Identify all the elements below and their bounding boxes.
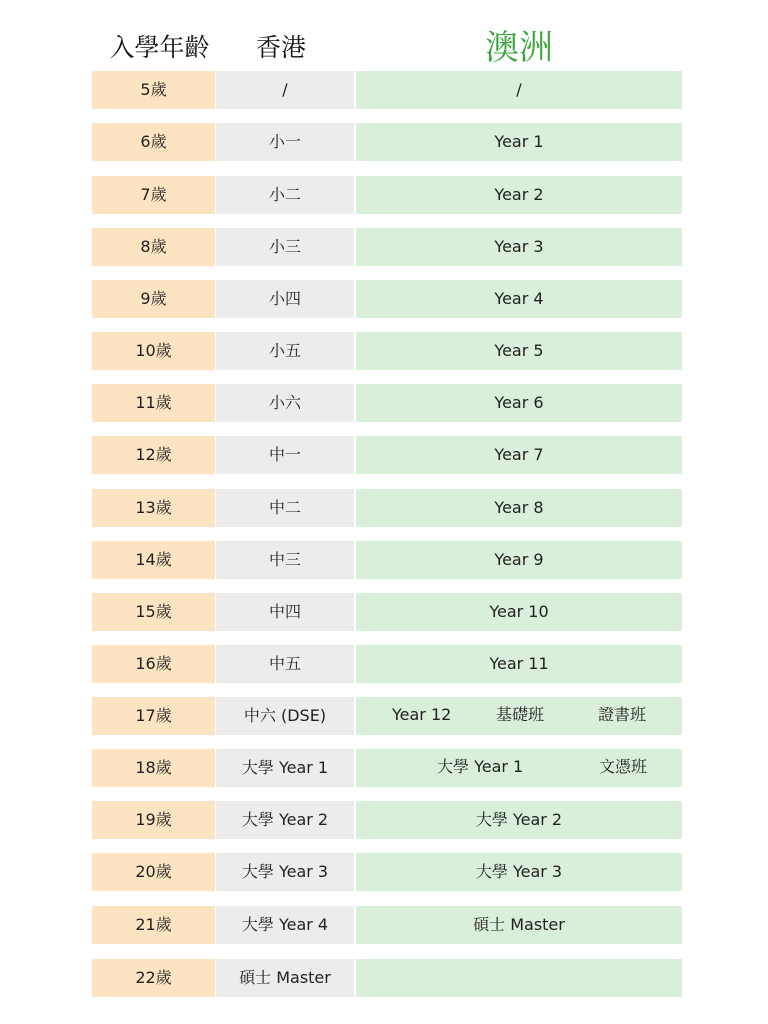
table-row [92, 489, 682, 527]
australia-cell: Year 9 [356, 541, 682, 579]
australia-cell: Year 1 [356, 123, 682, 161]
hong-kong-cell: 中二 [216, 489, 354, 527]
table-row [92, 384, 682, 422]
table-row [92, 697, 682, 735]
age-cell: 7歲 [92, 176, 215, 214]
australia-cell: 碩士 Master [356, 906, 682, 944]
hong-kong-cell: 中五 [216, 645, 354, 683]
age-cell: 13歲 [92, 489, 215, 527]
age-cell: 6歲 [92, 123, 215, 161]
hong-kong-cell: 小二 [216, 176, 354, 214]
australia-cell-part: Year 12 [392, 705, 452, 724]
hong-kong-cell: 小三 [216, 228, 354, 266]
header-age: 入學年齡 [109, 33, 210, 62]
australia-cell: Year 3 [356, 228, 682, 266]
hong-kong-cell: 小一 [216, 123, 354, 161]
table-row [92, 280, 682, 318]
age-cell: 11歲 [92, 384, 215, 422]
table-row [92, 801, 682, 839]
age-cell: 19歲 [92, 801, 215, 839]
table-row [92, 123, 682, 161]
age-cell: 8歲 [92, 228, 215, 266]
age-cell: 14歲 [92, 541, 215, 579]
australia-cell: Year 5 [356, 332, 682, 370]
australia-cell: Year 6 [356, 384, 682, 422]
hong-kong-cell: 碩士 Master [216, 959, 354, 997]
australia-cell: Year 4 [356, 280, 682, 318]
header-hong-kong: 香港 [255, 33, 306, 62]
age-cell: 12歲 [92, 436, 215, 474]
australia-cell: Year 10 [356, 593, 682, 631]
australia-cell-part: 基礎班 [496, 705, 545, 724]
age-cell: 5歲 [92, 71, 215, 109]
table-row [92, 332, 682, 370]
australia-cell: Year 8 [356, 489, 682, 527]
table-row [92, 593, 682, 631]
age-cell: 17歲 [92, 697, 215, 735]
hong-kong-cell: 中三 [216, 541, 354, 579]
table-row [92, 906, 682, 944]
hong-kong-cell: 小六 [216, 384, 354, 422]
age-cell: 10歲 [92, 332, 215, 370]
age-cell: 22歲 [92, 959, 215, 997]
table-row [92, 853, 682, 891]
australia-cell: 大學 Year 3 [356, 853, 682, 891]
table-row [92, 645, 682, 683]
australia-cell: Year 2 [356, 176, 682, 214]
table-row [92, 71, 682, 109]
hong-kong-cell: 大學 Year 4 [216, 906, 354, 944]
hong-kong-cell: 小五 [216, 332, 354, 370]
table-row [92, 541, 682, 579]
table-row [92, 959, 682, 997]
table-row [92, 228, 682, 266]
australia-cell [356, 959, 682, 997]
hong-kong-cell: 小四 [216, 280, 354, 318]
header-australia: 澳洲 [485, 28, 553, 68]
australia-cell [356, 749, 682, 787]
hong-kong-cell: 中六 (DSE) [216, 697, 354, 735]
hong-kong-cell: 大學 Year 2 [216, 801, 354, 839]
australia-cell: Year 11 [356, 645, 682, 683]
hong-kong-cell: 中一 [216, 436, 354, 474]
age-cell: 16歲 [92, 645, 215, 683]
table-row [92, 436, 682, 474]
table-row [92, 176, 682, 214]
age-cell: 21歲 [92, 906, 215, 944]
australia-cell-part: 大學 Year 1 [437, 757, 524, 776]
hong-kong-cell: 大學 Year 3 [216, 853, 354, 891]
hong-kong-cell: / [216, 71, 354, 109]
australia-cell-part: 證書班 [598, 705, 647, 724]
australia-cell [356, 697, 682, 735]
australia-cell-part: 文憑班 [599, 757, 648, 776]
age-cell: 18歲 [92, 749, 215, 787]
age-cell: 9歲 [92, 280, 215, 318]
australia-cell: / [356, 71, 682, 109]
australia-cell: 大學 Year 2 [356, 801, 682, 839]
table-row [92, 749, 682, 787]
age-cell: 15歲 [92, 593, 215, 631]
australia-cell: Year 7 [356, 436, 682, 474]
hong-kong-cell: 大學 Year 1 [216, 749, 354, 787]
age-cell: 20歲 [92, 853, 215, 891]
hong-kong-cell: 中四 [216, 593, 354, 631]
